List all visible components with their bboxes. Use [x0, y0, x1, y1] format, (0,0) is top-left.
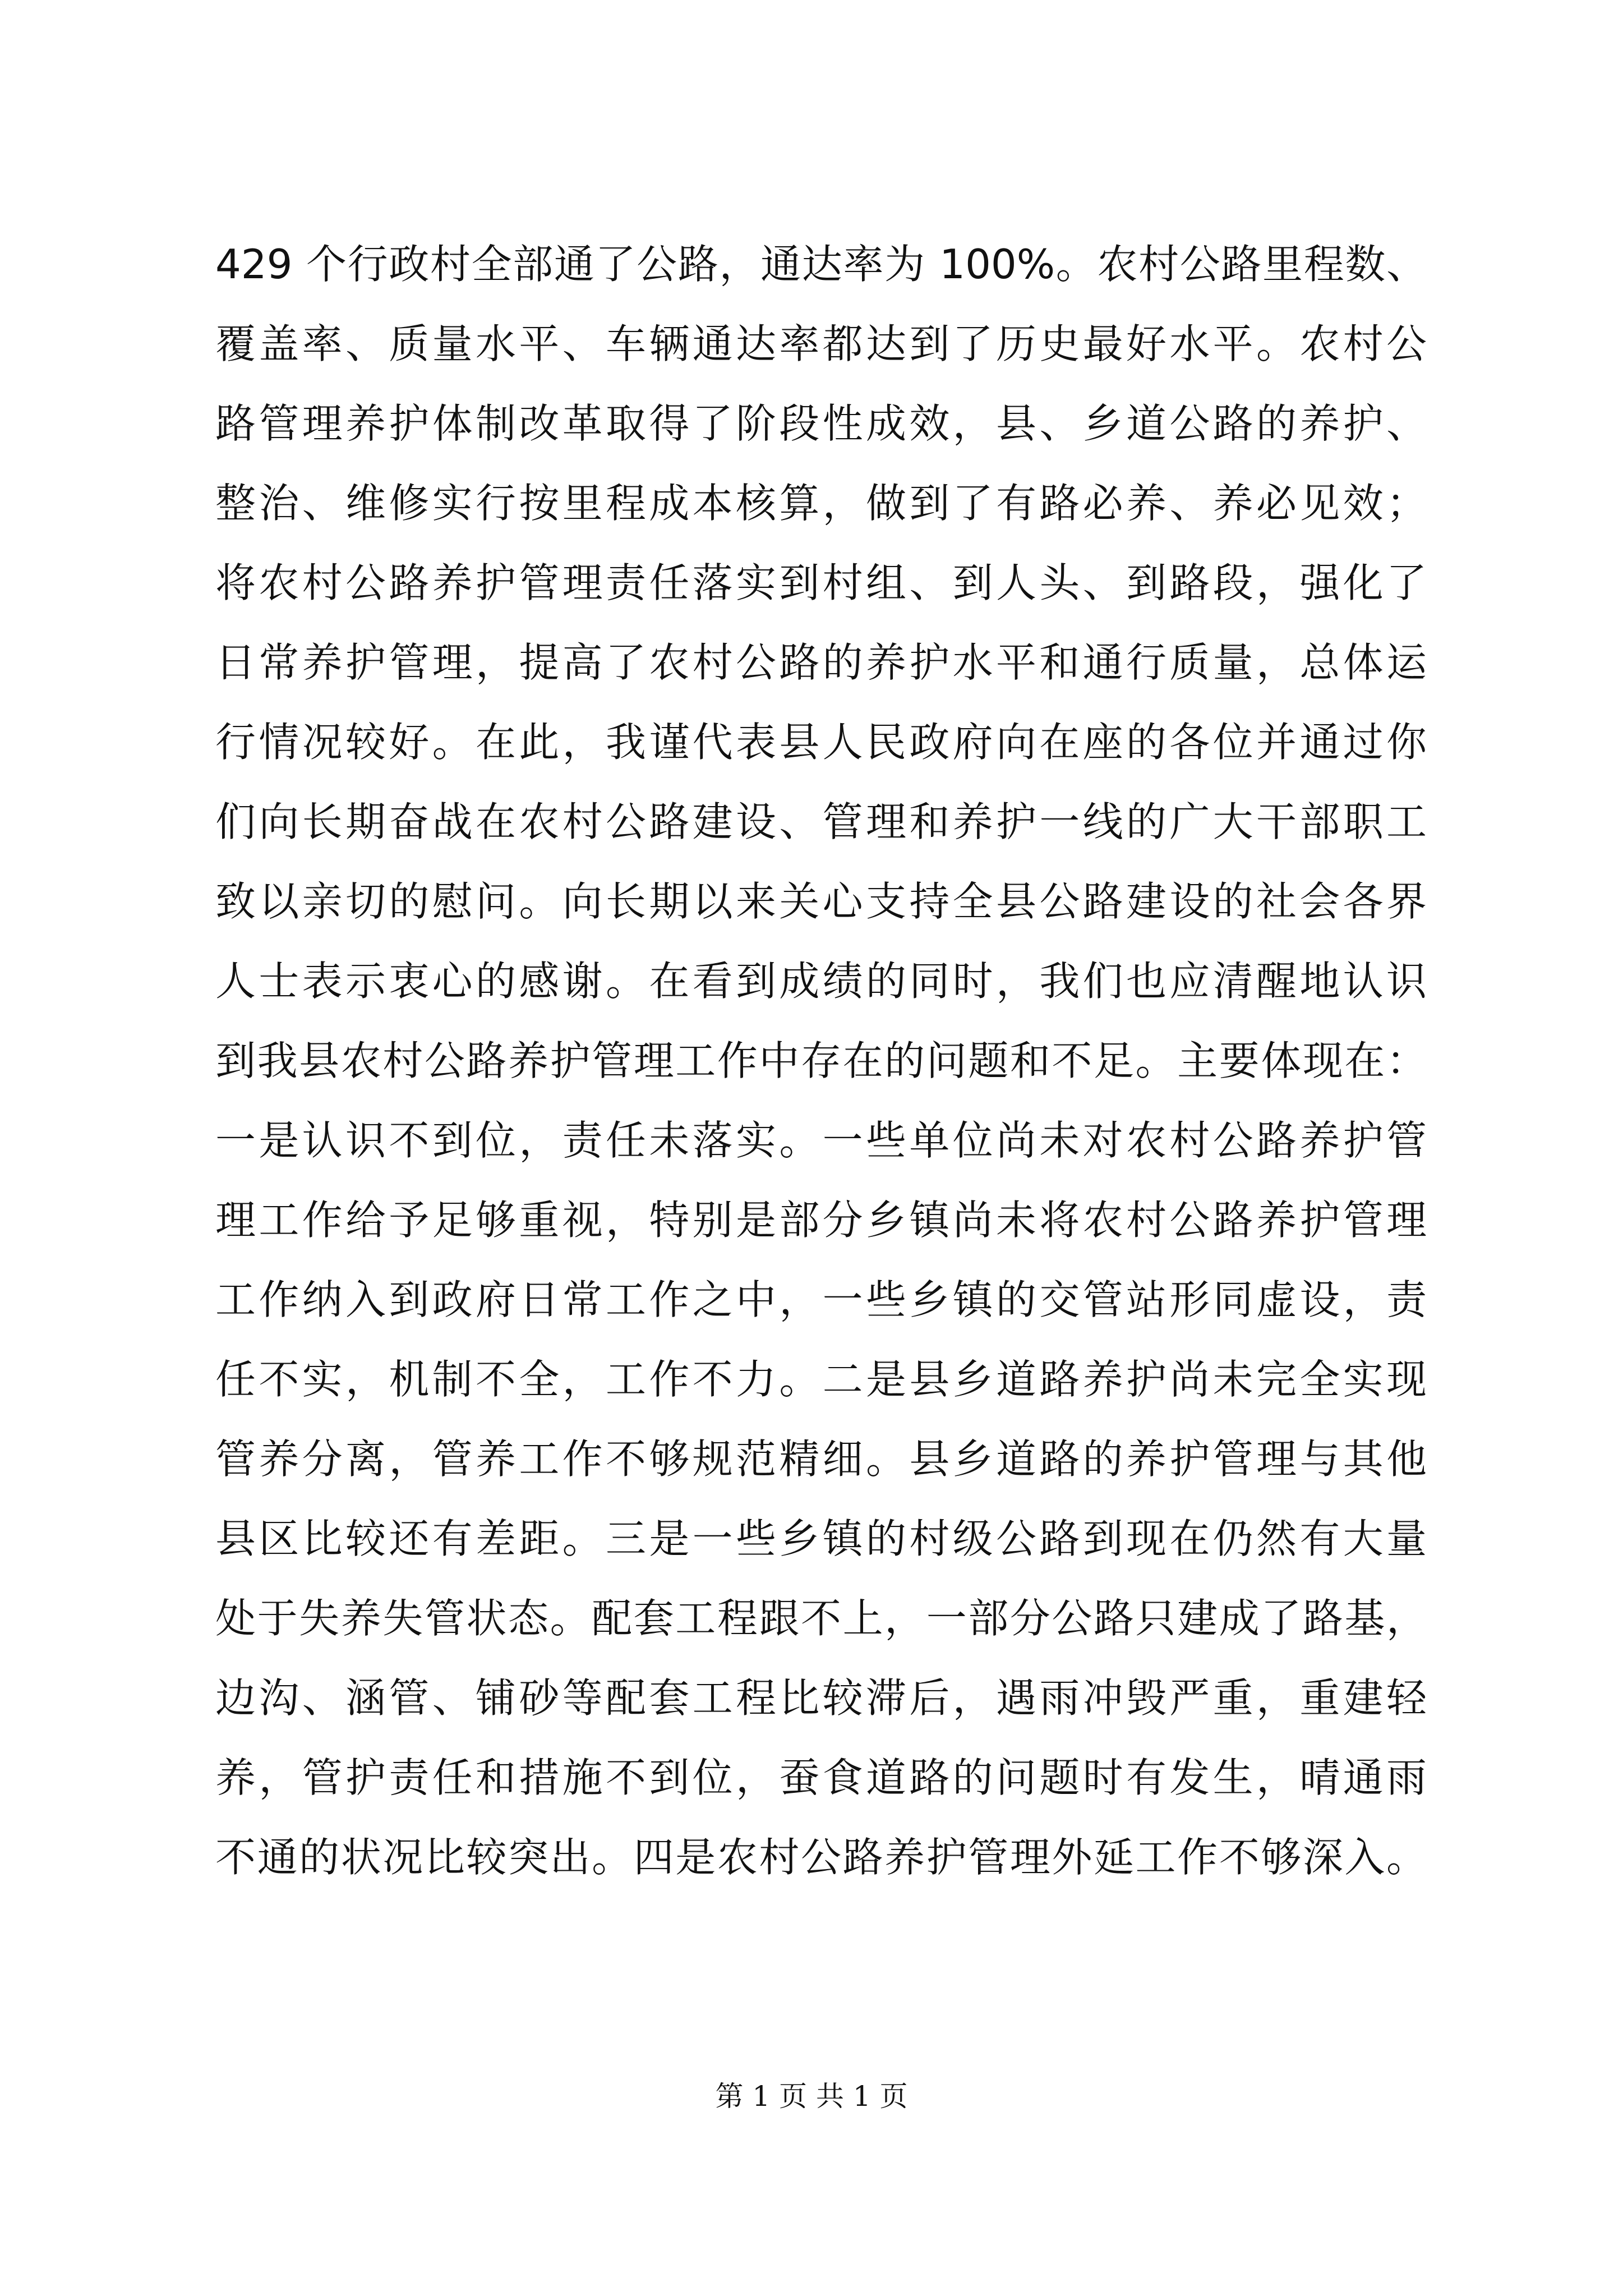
text-line: 人士表示衷心的感谢。在看到成绩的同时，我们也应清醒地认识	[215, 958, 1427, 1005]
text-line: 429 个行政村全部通了公路，通达率为 100%。农村公路里程数、	[215, 241, 1427, 288]
text-line: 养，管护责任和措施不到位，蚕食道路的问题时有发生，晴通雨	[215, 1754, 1427, 1801]
text-line: 到我县农村公路养护管理工作中存在的问题和不足。主要体现在：	[215, 1037, 1427, 1084]
text-line: 覆盖率、质量水平、车辆通达率都达到了历史最好水平。农村公	[215, 320, 1427, 367]
text-line: 处于失养失管状态。配套工程跟不上，一部分公路只建成了路基，	[215, 1595, 1427, 1642]
text-line: 边沟、涵管、铺砂等配套工程比较滞后，遇雨冲毁严重，重建轻	[215, 1674, 1427, 1722]
text-line: 不通的状况比较突出。四是农村公路养护管理外延工作不够深入。	[215, 1834, 1427, 1881]
text-line: 日常养护管理，提高了农村公路的养护水平和通行质量，总体运	[215, 639, 1427, 686]
page-number-label: 第 1 页 共 1 页	[715, 2080, 908, 2113]
text-line: 路管理养护体制改革取得了阶段性成效，县、乡道公路的养护、	[215, 400, 1427, 447]
text-line: 理工作给予足够重视，特别是部分乡镇尚未将农村公路养护管理	[215, 1197, 1427, 1244]
text-line: 县区比较还有差距。三是一些乡镇的村级公路到现在仍然有大量	[215, 1515, 1427, 1562]
text-line: 将农村公路养护管理责任落实到村组、到人头、到路段，强化了	[215, 559, 1427, 606]
text-line: 一是认识不到位，责任未落实。一些单位尚未对农村公路养护管	[215, 1117, 1427, 1164]
page-footer	[0, 2077, 1623, 2116]
body-text	[215, 224, 1427, 1897]
text-line: 任不实，机制不全，工作不力。二是县乡道路养护尚未完全实现	[215, 1356, 1427, 1403]
text-line: 管养分离，管养工作不够规范精细。县乡道路的养护管理与其他	[215, 1435, 1427, 1483]
text-line: 们向长期奋战在农村公路建设、管理和养护一线的广大干部职工	[215, 798, 1427, 845]
text-line: 工作纳入到政府日常工作之中，一些乡镇的交管站形同虚设，责	[215, 1276, 1427, 1323]
text-line: 致以亲切的慰问。向长期以来关心支持全县公路建设的社会各界	[215, 878, 1427, 925]
text-line: 行情况较好。在此，我谨代表县人民政府向在座的各位并通过你	[215, 719, 1427, 766]
text-line: 整治、维修实行按里程成本核算，做到了有路必养、养必见效；	[215, 480, 1427, 527]
